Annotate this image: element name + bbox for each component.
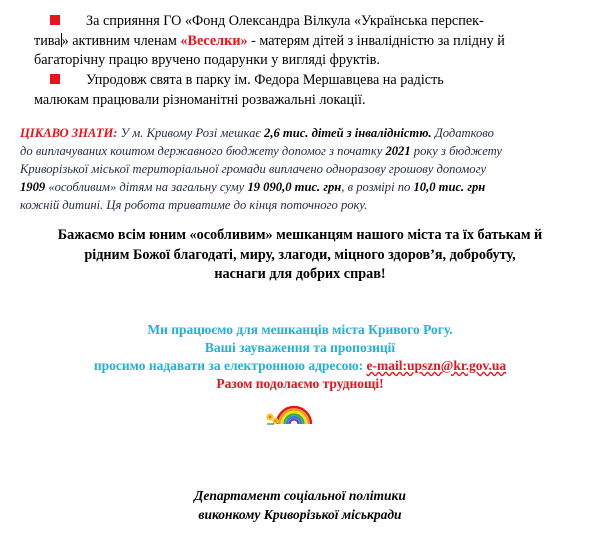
email-link[interactable]: e-mail:upszn@kr.gov.ua bbox=[366, 358, 507, 373]
together-slogan: Разом подолаємо труднощі! bbox=[216, 376, 384, 391]
paragraph-gifts-line-1: За сприяння ГО «Фонд Олександра Вілкула «Українська перспек- bbox=[34, 12, 572, 32]
red-square-bullet-icon bbox=[50, 74, 60, 84]
rainbow-flowers-icon bbox=[263, 398, 325, 426]
veselky-highlight: «Веселки» bbox=[180, 32, 248, 49]
interesting-fact-lead: ЦІКАВО ЗНАТИ: bbox=[20, 126, 118, 140]
red-square-bullet-icon bbox=[50, 15, 60, 25]
paragraph-park bbox=[34, 71, 572, 110]
paragraph-gifts-line-2: тива» активним членам «Веселки» - матерям дітей з інвалідністю за плідну й bbox=[34, 32, 505, 49]
paragraph-park-line-1: Упродовж свята в парку ім. Федора Мершавцева на радість bbox=[34, 71, 572, 91]
paragraph-park-line-2: малюкам працювали різноманітні розважальні локації. bbox=[34, 91, 366, 108]
contact-block: Ми працюємо для мешканців міста Кривого Рогу. Ваші зауваження та пропозиції просимо надавати за електронною адресою: e-mail:upszn@kr.gov.ua Разом подолаємо труднощі! bbox=[40, 321, 560, 393]
paragraph-gifts bbox=[34, 12, 572, 71]
wishes-block: Бажаємо всім юним «особливим» мешканцям нашого міста та їх батькам й рідним Божої благодаті, миру, злагоди, міцного здоров’я, добробуту, наснаги для добрих справ! bbox=[57, 227, 543, 282]
interesting-fact-block: ЦІКАВО ЗНАТИ: У м. Кривому Розі мешкає 2,6 тис. дітей з інвалідністю. Додатково до виплачуваних коштом державного бюджету допомог з початку 2021 року з бюджету Криворізької міської територіальної громади виплачено одноразову грошову допомогу 1909 «особливим» дітям на загальну суму 19 090,0 тис. грн, в розмірі по 10,0 тис. грн кожній дитині. Ця робота триватиме до кінця поточного року. bbox=[20, 126, 503, 212]
paragraph-gifts-line-3: багаторічну працю вручено подарунки у вигляді фруктів. bbox=[34, 52, 380, 68]
signature-block: Департамент соціальної політики виконкому Криворізької міськради bbox=[194, 488, 406, 522]
